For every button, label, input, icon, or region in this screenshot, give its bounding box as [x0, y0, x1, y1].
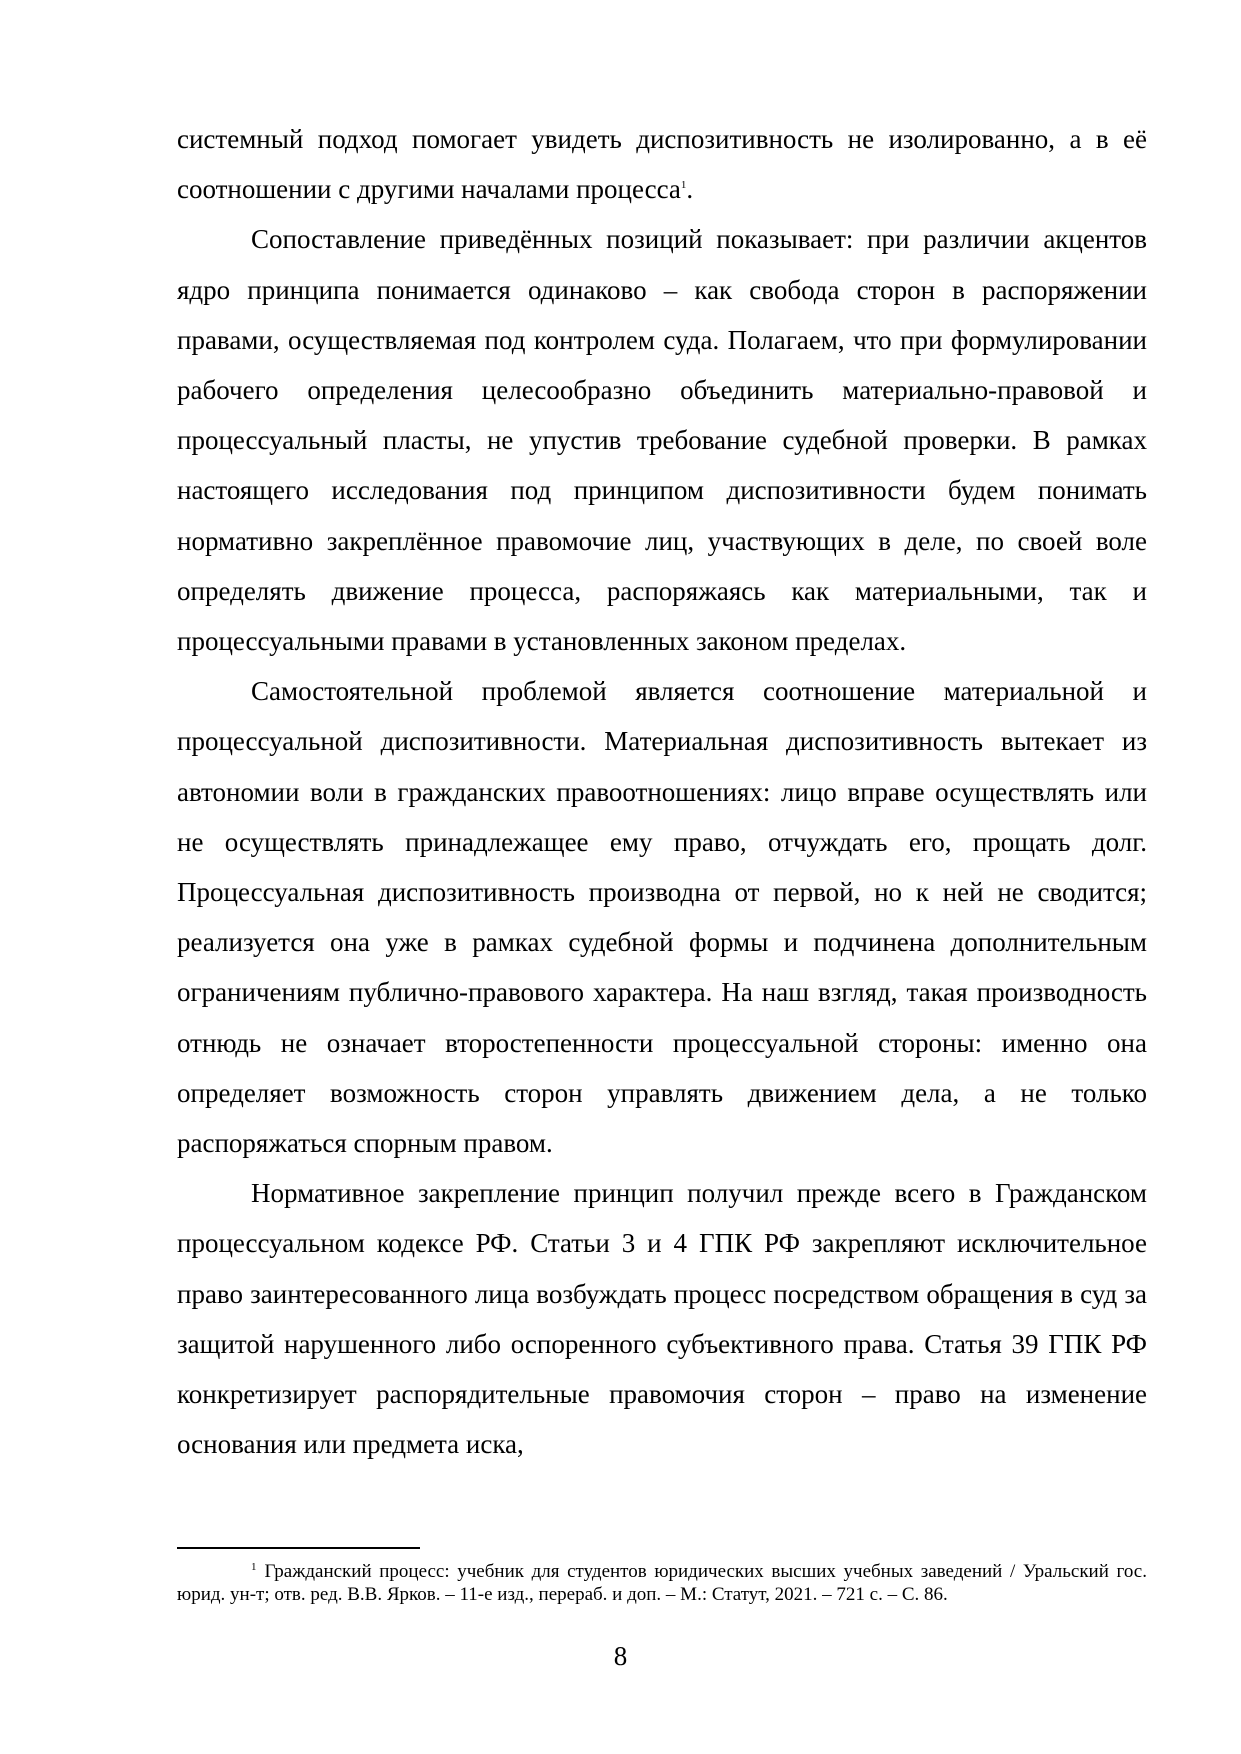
paragraph-tail: .: [686, 174, 694, 205]
body-text: [177, 114, 1147, 1469]
paragraph-normative: Нормативное закрепление принцип получил прежде всего в Гражданском процессуальном кодексе РФ. Статьи 3 и 4 ГПК РФ закрепляют исключительное право заинтересованного лица возбуждать процесс посредством обращения в суд за защитой нарушенного либо оспоренного субъективного права. Статья 39 ГПК РФ конкретизирует распорядительные правомочия сторон – право на изменение основания или предмета иска,: [177, 1178, 1147, 1460]
footnote: [177, 1560, 1147, 1606]
paragraph-material-procedural: Самостоятельной проблемой является соотношение материальной и процессуальной диспозитивности. Материальная диспозитивность вытекает из автономии воли в гражданских правоотношениях: лицо вправе осуществлять или не осуществлять принадлежащее ему право, отчуждать его, прощать долг. Процессуальная диспозитивность производна от первой, но к ней не сводится; реализуется она уже в рамках судебной формы и подчинена дополнительным ограничениям публично-правового характера. На наш взгляд, такая производность отнюдь не означает второстепенности процессуальной стороны: именно она определяет возможность сторон управлять движением дела, а не только распоряжаться спорным правом.: [177, 676, 1147, 1159]
footnote-number: 1: [251, 1560, 257, 1573]
page-number: 8: [613, 1641, 628, 1671]
footnote-reference[interactable]: 1: [680, 179, 687, 192]
paragraph-continuation: [177, 114, 1147, 214]
footnote-separator: [177, 1547, 420, 1549]
paragraph-text: системный подход помогает увидеть диспозитивность не изолированно, а в её соотношении с другими началами процесса: [177, 124, 1147, 205]
paragraph-definition: Сопоставление приведённых позиций показывает: при различии акцентов ядро принципа понимается одинаково – как свобода сторон в распоряжении правами, осуществляемая под контролем суда. Полагаем, что при формулировании рабочего определения целесообразно объединить материально-правовой и процессуальный пласты, не упустив требование судебной проверки. В рамках настоящего исследования под принципом диспозитивности будем понимать нормативно закреплённое правомочие лиц, участвующих в деле, по своей воле определять движение процесса, распоряжаясь как материальными, так и процессуальными правами в установленных законом пределах.: [177, 224, 1147, 657]
footnote-text: Гражданский процесс: учебник для студентов юридических высших учебных заведений / Уральский гос. юрид. ун-т; отв. ред. В.В. Ярков. – 11-е изд., перераб. и доп. – М.: Статут, 2021. – 721 с. – С. 86.: [177, 1561, 1147, 1605]
